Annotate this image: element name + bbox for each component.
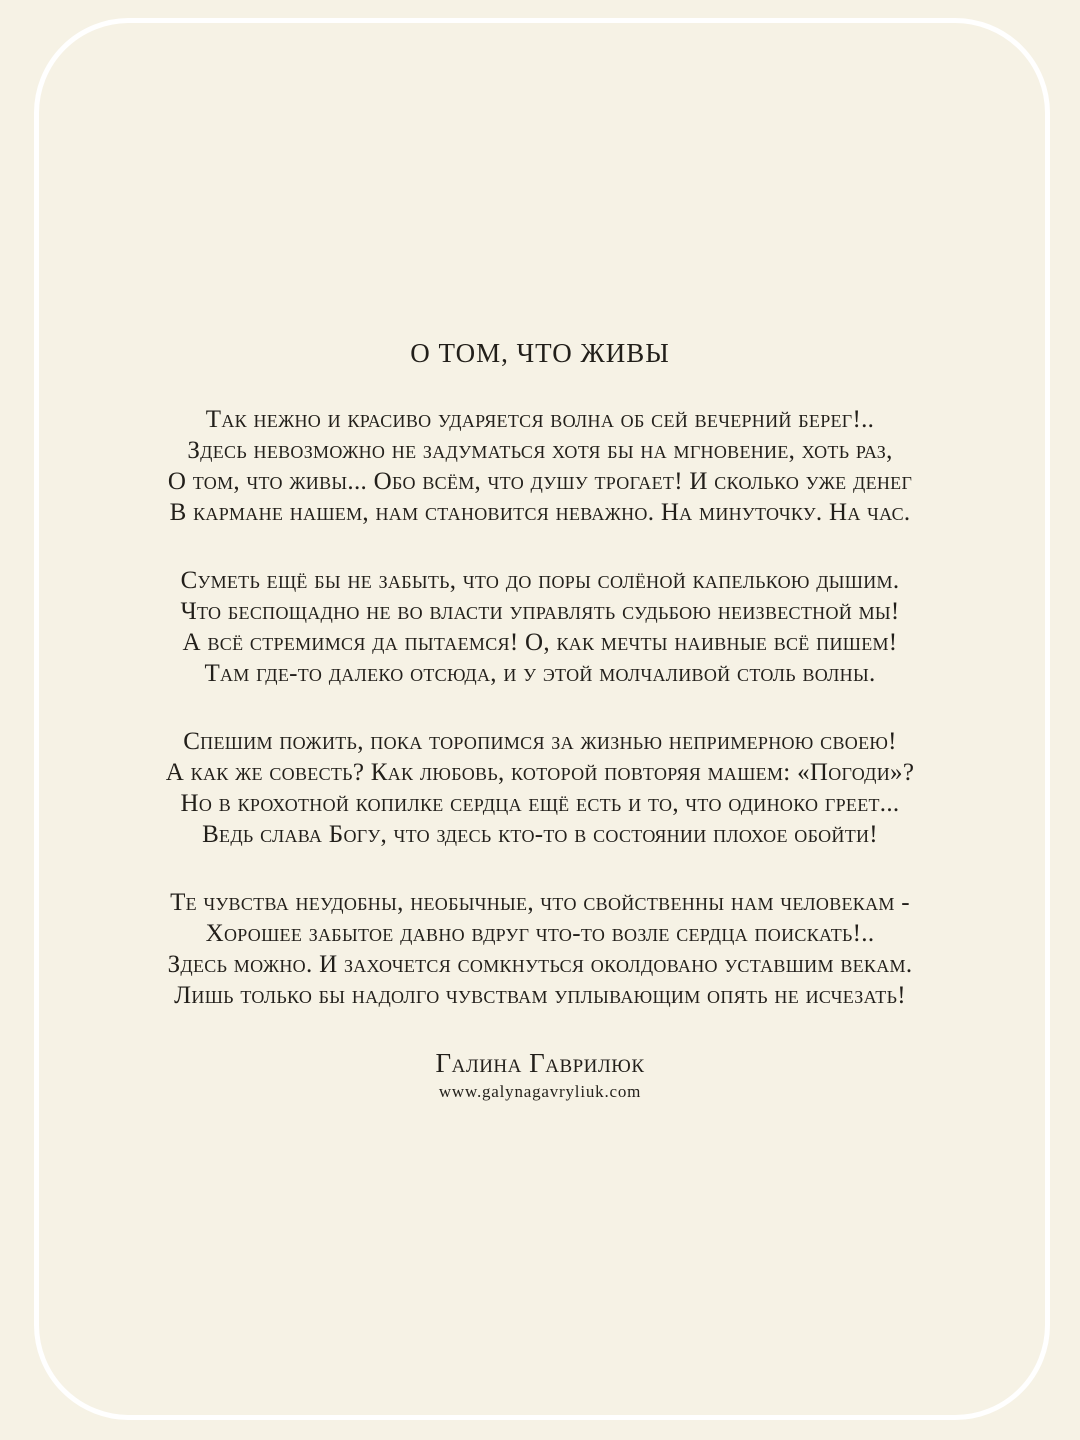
poem-line: Хорошее забытое давно вдруг что-то возле сердца поискать!.. <box>205 920 875 947</box>
poem-line: Спешим пожить, пока торопимся за жизнью непримерною своею! <box>183 728 897 755</box>
poem-line: Здесь можно. И захочется сомкнуться околдовано уставшим векам. <box>167 951 913 978</box>
poem-line: Ведь слава Богу, что здесь кто-то в состоянии плохое обойти! <box>202 821 878 848</box>
stanza-2 <box>40 565 1040 689</box>
stanza-3 <box>40 726 1040 850</box>
poem-line: Там где-то далеко отсюда, и у этой молчаливой столь волны. <box>204 660 876 687</box>
stanza-1 <box>40 404 1040 528</box>
poem-line: В кармане нашем, нам становится неважно. На минуточку. На час. <box>169 499 911 526</box>
website-url: www.galynagavryliuk.com <box>438 1082 642 1101</box>
poem-line: Те чувства неудобны, необычные, что свойственны нам человекам - <box>170 889 910 916</box>
poem-line: А всё стремимся да пытаемся! О, как мечты наивные всё пишем! <box>182 629 898 656</box>
poem-line: Лишь только бы надолго чувствам уплывающим опять не исчезать! <box>174 982 906 1009</box>
poem-line: О том, что живы... Обо всём, что душу трогает! И сколько уже денег <box>167 468 913 495</box>
poem-line: Что беспощадно не во власти управлять судьбою неизвестной мы! <box>180 598 900 625</box>
stanza-4 <box>40 887 1040 1011</box>
poem-line: А как же совесть? Как любовь, которой повторяя машем: «Погоди»? <box>165 759 915 786</box>
poem-line: Суметь ещё бы не забыть, что до поры солёной капелькою дышим. <box>180 567 900 594</box>
author-name: Галина Гаврилюк <box>435 1048 645 1078</box>
poem-title: О ТОМ, ЧТО ЖИВЫ <box>410 338 670 368</box>
poem-line: Но в крохотной копилке сердца ещё есть и то, что одиноко греет... <box>180 790 900 817</box>
poem-line: Так нежно и красиво ударяется волна об сей вечерний берег!.. <box>205 406 875 433</box>
poem-line: Здесь невозможно не задуматься хотя бы на мгновение, хоть раз, <box>187 437 893 464</box>
poem-content <box>0 338 1080 1103</box>
